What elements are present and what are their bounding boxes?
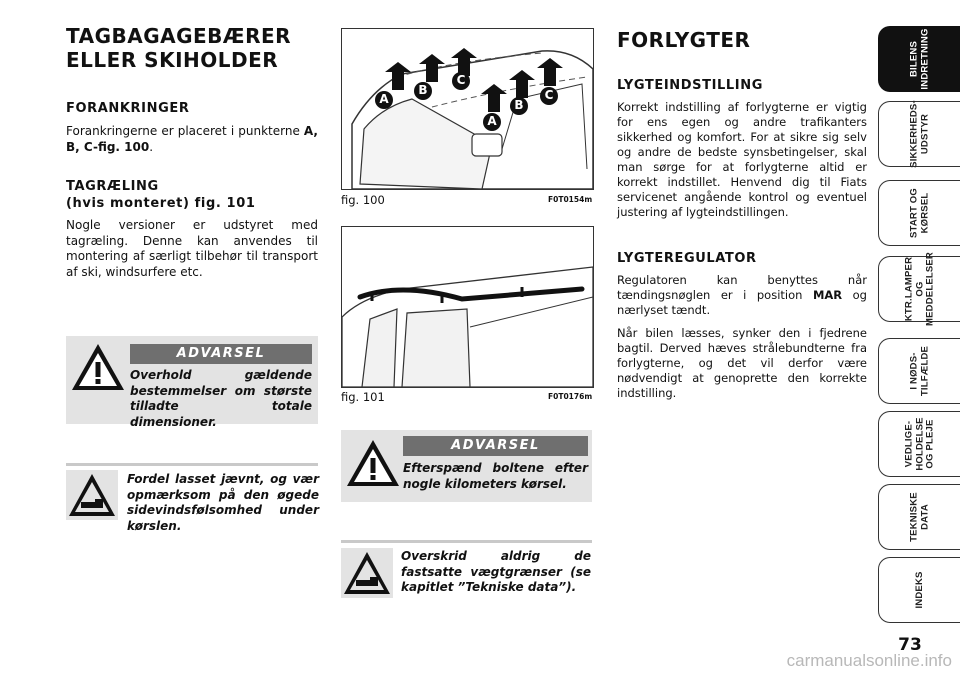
arrow-b-right <box>509 70 535 98</box>
tab-index[interactable] <box>878 557 960 623</box>
roof-rail-heading-1: TAGRÆLING <box>66 179 159 194</box>
figure-101-caption: fig. 101 <box>341 390 385 404</box>
tab-warning-lights[interactable] <box>878 252 960 326</box>
roof-rail-block <box>66 178 318 280</box>
anchorages-block <box>66 100 318 155</box>
loaded-van-warning-icon <box>66 470 118 520</box>
anchorages-text <box>66 124 318 155</box>
warning-text: Efterspænd boltene efter nogle kilometers kørsel. <box>403 461 588 491</box>
arrow-c-right <box>537 58 563 86</box>
title-line-1: TAGBAGAGEBÆRER <box>66 24 292 48</box>
roof-rail-heading-2: (hvis monteret) fig. 101 <box>66 196 256 211</box>
tab-label: VEDLIGE- HOLDELSE OG PLEJE <box>902 417 935 471</box>
figure-101-roof-rails <box>341 226 594 388</box>
headlight-regulator-text-2: Når bilen læsses, synker den i fjedrene bagtil. Derved hæves strålebundterne fra forlygterne, og det vil derfor være nødvendigt at genoprette den korrekte indstilling. <box>617 326 867 400</box>
anchorages-heading: FORANKRINGER <box>66 101 190 116</box>
note-divider <box>66 463 318 466</box>
arrow-a-right <box>481 84 507 112</box>
tab-label: SIKKERHEDS- UDSTYR <box>908 100 930 168</box>
tab-label: BILENS INDRETNING <box>908 28 930 90</box>
anchor-label-a-left: A <box>379 92 389 106</box>
tab-safety-equipment[interactable] <box>878 101 960 167</box>
note-divider <box>341 540 592 543</box>
anchor-label-c-left: C <box>456 73 466 87</box>
tab-label: TEKNISKE DATA <box>908 492 930 542</box>
anchor-arrows-overlay <box>341 28 592 188</box>
anchorages-text-end: . <box>149 139 154 154</box>
page-number: 73 <box>898 635 922 655</box>
headlight-regulator-block <box>617 250 867 401</box>
anchor-label-b-right: B <box>514 98 524 112</box>
anchorages-text-main: Forankringerne er placeret i punkterne <box>66 124 304 138</box>
anchorages-text-ref: A, B, C-fig. 100 <box>66 124 318 154</box>
tab-label: INDEKS <box>913 571 925 609</box>
arrow-a-left <box>385 62 411 90</box>
section-title-headlights: FORLYGTER <box>617 28 751 52</box>
warning-label: ADVARSEL <box>403 436 588 456</box>
figure-101-code: F0T0176m <box>548 392 593 401</box>
roof-rail-illustration <box>342 227 593 387</box>
tab-label: I NØDS- TILFÆLDE <box>908 345 930 397</box>
arrow-c-left <box>451 48 477 76</box>
figure-100-caption: fig. 100 <box>341 193 385 207</box>
headlight-aiming-text: Korrekt indstilling af forlygterne er vigtig for ens egen og andre trafikanters sikkerhed og komfort. For at sikre sig selv og andre de bedste synsbetingelser, skal man sørge for at forlygterne altid er korrekt indstillet. Henvend dig til Fiats servicenet angående kontrol og eventuel justering af lygteindstillingen. <box>617 100 867 219</box>
tab-maintenance[interactable] <box>878 411 960 477</box>
section-title-roof-rack <box>66 24 316 72</box>
load-distribution-note: Fordel lasset jævnt, og vær opmærksom på den øgede sidevindsfølsomhed under kørslen. <box>127 472 319 533</box>
warning-box-bolts <box>341 430 592 502</box>
weight-limit-warning-icon <box>341 548 393 598</box>
tab-label: KTR.LAMPER OG MEDDELELSER <box>902 252 935 326</box>
tab-vehicle-layout[interactable] <box>878 26 960 92</box>
anchor-label-b-left: B <box>418 83 428 97</box>
weight-limit-note: Overskrid aldrig de fastsatte vægtgrænser (se kapitlet ”Tekniske data”). <box>401 549 591 594</box>
warning-label: ADVARSEL <box>130 344 312 364</box>
tab-label: START OG KØRSEL <box>908 188 930 238</box>
regulator-text-a: Regulatoren kan benyttes når tændingsnøglen er i position <box>617 273 867 302</box>
figure-100-code: F0T0154m <box>548 195 593 204</box>
title-line-2: ELLER SKIHOLDER <box>66 48 279 72</box>
tab-technical-data[interactable] <box>878 484 960 550</box>
arrow-b-left <box>419 54 445 82</box>
warning-triangle-icon <box>70 342 126 392</box>
roof-rail-text: Nogle versioner er udstyret med tagræling. Denne kan anvendes til montering af særligt tilbehør til transport af ski, windsurfere etc. <box>66 218 318 279</box>
anchor-label-a-right: A <box>487 114 497 128</box>
headlight-regulator-heading: LYGTEREGULATOR <box>617 251 757 266</box>
anchor-label-c-right: C <box>544 88 554 102</box>
tab-emergencies[interactable] <box>878 338 960 404</box>
watermark: carmanualsonline.info <box>786 651 952 670</box>
headlight-regulator-text <box>617 273 867 318</box>
regulator-text-key-position: MAR <box>812 288 843 302</box>
warning-triangle-icon <box>345 438 401 488</box>
warning-box-dimensions <box>66 336 318 429</box>
headlight-aiming-heading: LYGTEINDSTILLING <box>617 78 763 93</box>
regulator-text-b: og nærlyset tændt. <box>617 288 867 317</box>
tab-starting-driving[interactable] <box>878 180 960 246</box>
headlight-aiming-block <box>617 77 867 220</box>
warning-text: Overhold gældende bestemmelser om største tilladte totale dimensioner. <box>130 368 312 429</box>
